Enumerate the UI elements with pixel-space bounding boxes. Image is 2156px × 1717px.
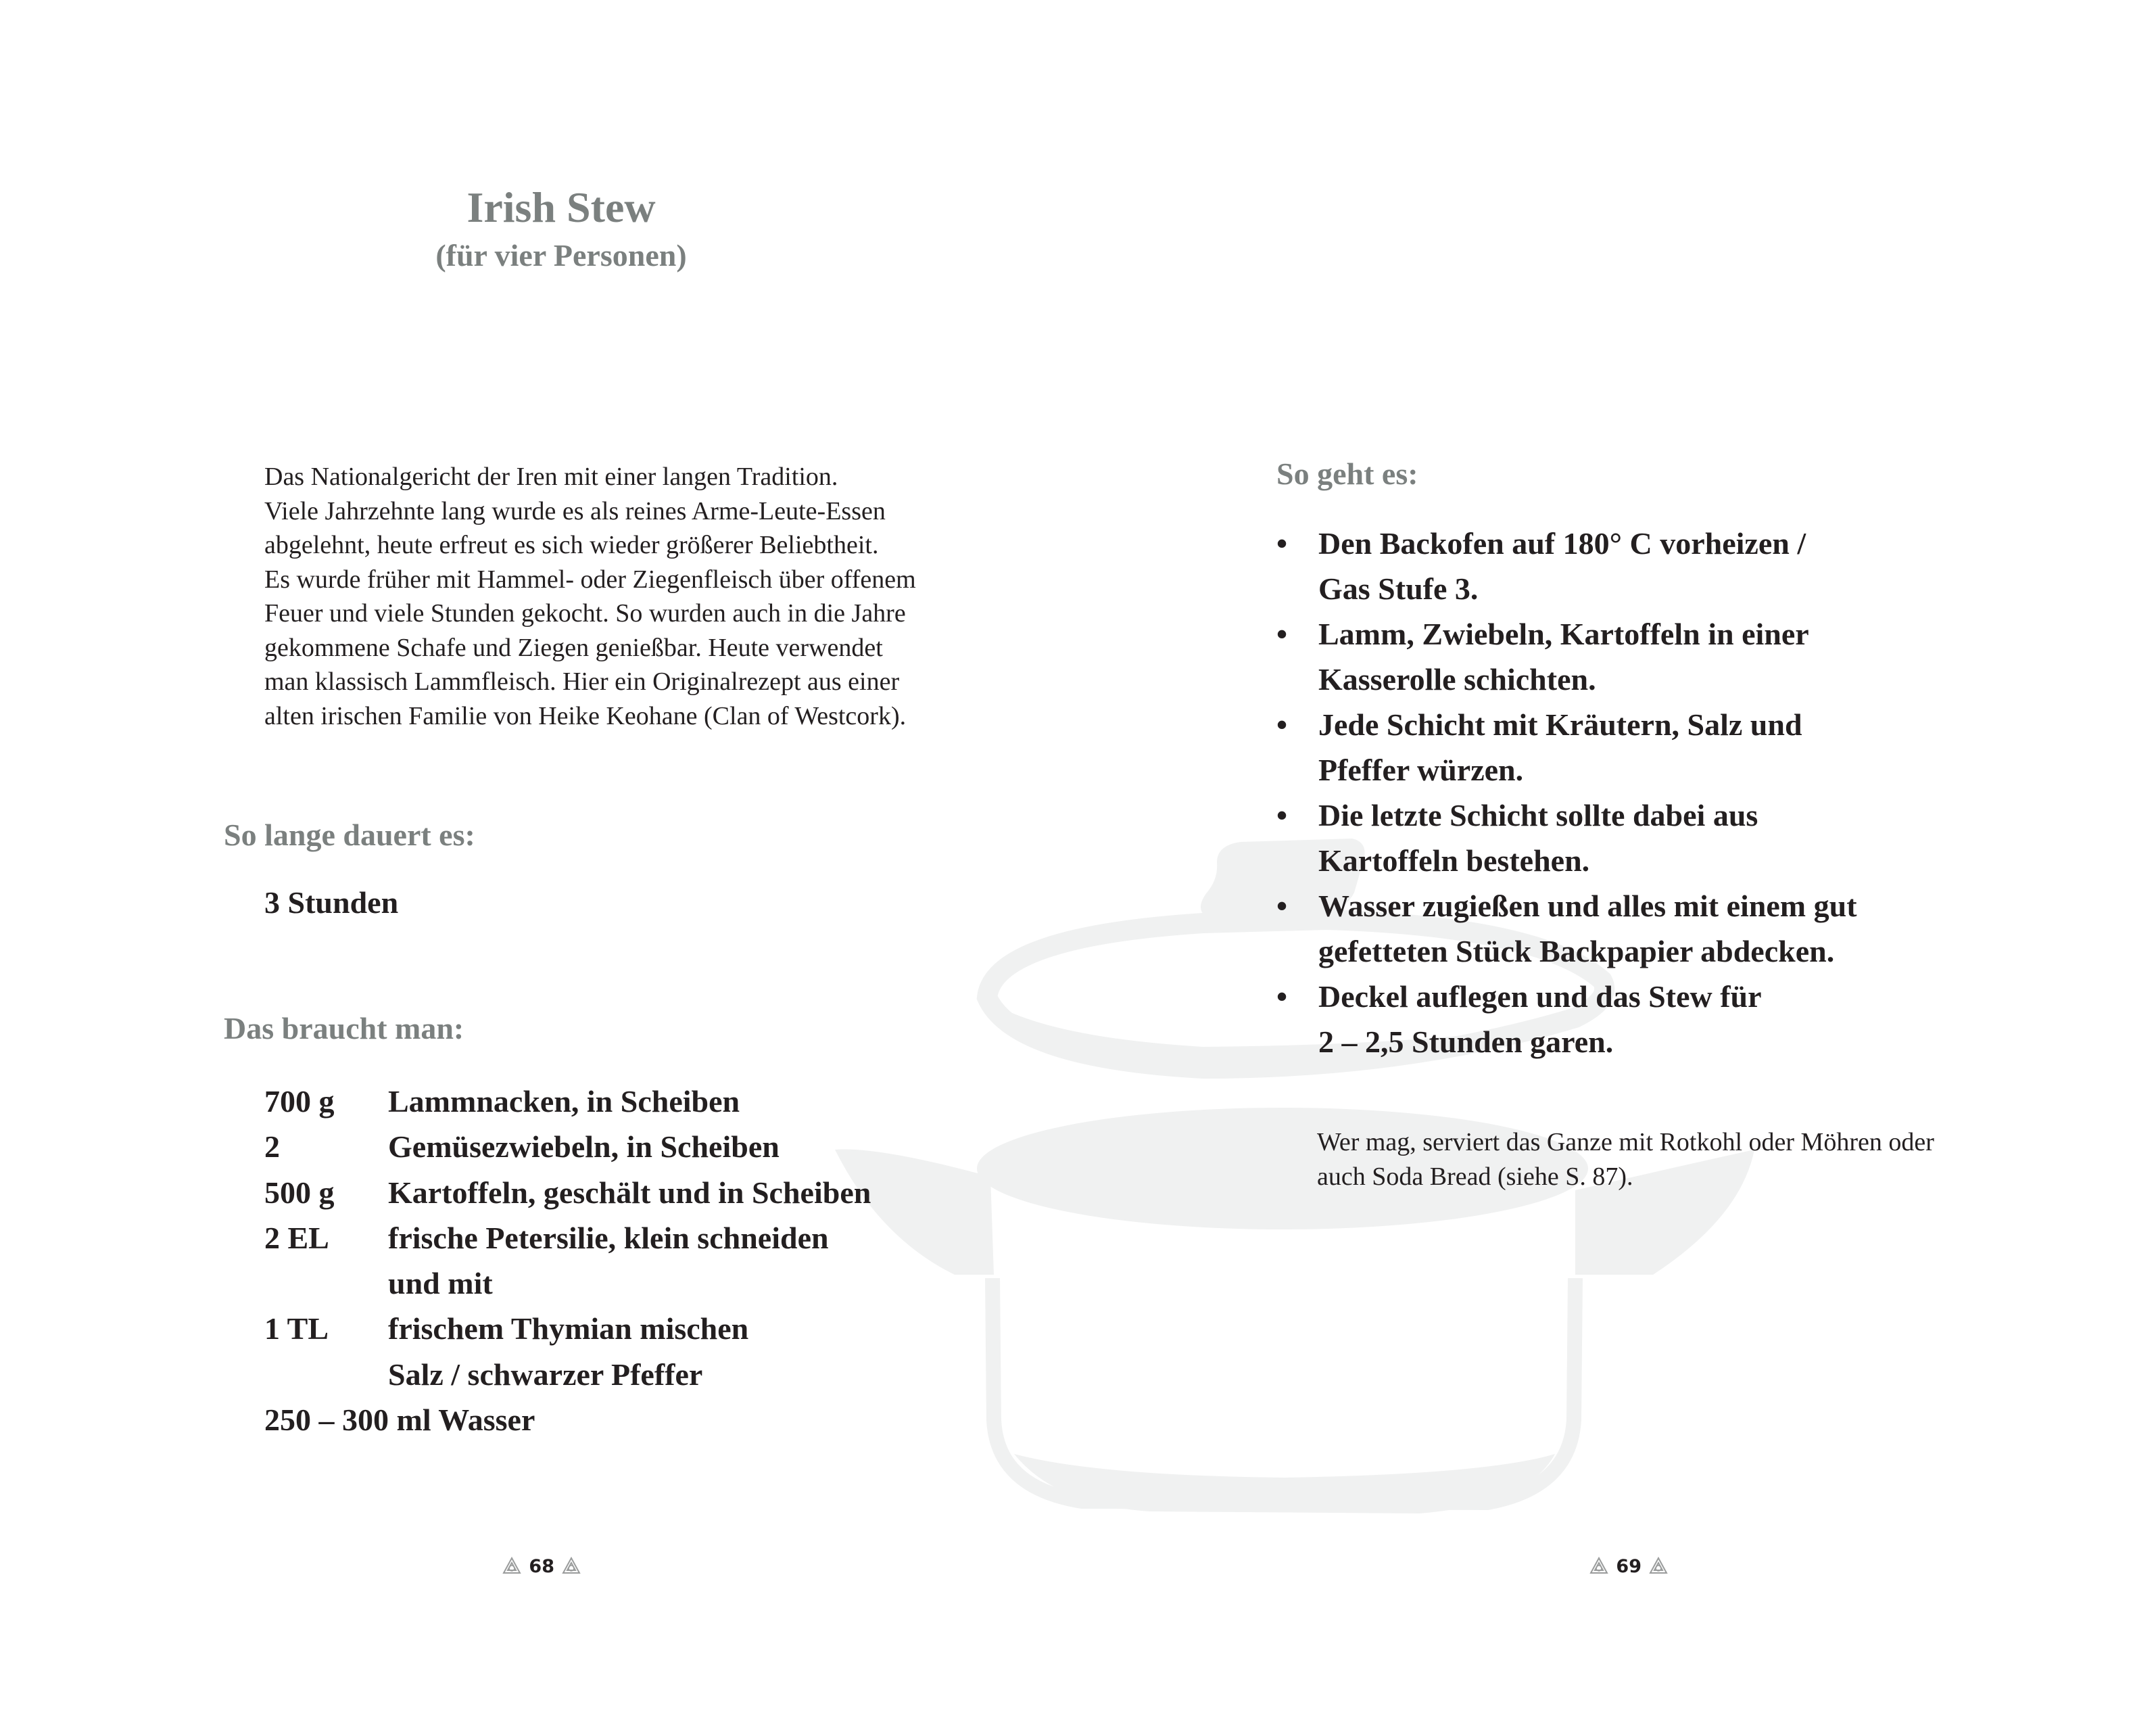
bullet-icon: • (1276, 526, 1288, 561)
step-line: Wasser zugießen und alles mit einem gut (1318, 889, 1857, 923)
step-line: Lamm, Zwiebeln, Kartoffeln in einer (1318, 617, 1809, 651)
intro-line: Es wurde früher mit Hammel- oder Ziegenfleisch über offenem (264, 565, 916, 594)
steps-heading: So geht es: (1276, 456, 1418, 491)
step-item (1276, 521, 1857, 611)
bullet-icon: • (1276, 889, 1288, 923)
page-number-right (1588, 1557, 1669, 1576)
ingredient-amount: 2 (264, 1129, 280, 1165)
celtic-triquetra-icon (501, 1557, 523, 1576)
intro-line: alten irischen Familie von Heike Keohane (Clan of Westcork). (264, 701, 907, 730)
ingredient-water: 250 – 300 ml Wasser (264, 1403, 535, 1438)
ingredient-amount: 1 TL (264, 1311, 329, 1346)
step-line: Kasserolle schichten. (1318, 662, 1596, 697)
step-line: Gas Stufe 3. (1318, 571, 1479, 606)
step-item (1276, 702, 1857, 793)
celtic-triquetra-icon (560, 1557, 582, 1576)
note-line: Wer mag, serviert das Ganze mit Rotkohl oder Möhren oder (1317, 1128, 1934, 1156)
step-item (1276, 611, 1857, 702)
page-number: 69 (1616, 1556, 1642, 1577)
step-line: Pfeffer würzen. (1318, 753, 1524, 787)
duration-value: 3 Stunden (264, 885, 399, 920)
note-line: auch Soda Bread (siehe S. 87). (1317, 1162, 1633, 1191)
ingredient-name: Gemüsezwiebeln, in Scheiben (388, 1129, 780, 1165)
bullet-icon: • (1276, 617, 1288, 651)
ingredients-heading: Das braucht man: (224, 1011, 464, 1045)
celtic-triquetra-icon (1648, 1557, 1669, 1576)
celtic-triquetra-icon (1588, 1557, 1610, 1576)
step-item (1276, 974, 1857, 1064)
step-line: gefetteten Stück Backpapier abdecken. (1318, 934, 1835, 968)
intro-paragraph (264, 460, 967, 733)
step-item (1276, 883, 1857, 974)
ingredient-name: frischem Thymian mischen (388, 1311, 749, 1346)
recipe-title: Irish Stew (466, 183, 656, 231)
ingredient-amount: 700 g (264, 1084, 335, 1119)
ingredient-amount: 500 g (264, 1175, 335, 1210)
step-line: Deckel auflegen und das Stew für (1318, 979, 1762, 1014)
ingredient-name: Salz / schwarzer Pfeffer (388, 1357, 703, 1392)
duration-heading: So lange dauert es: (224, 818, 475, 852)
steps-list (1276, 521, 1857, 1064)
step-line: Kartoffeln bestehen. (1318, 843, 1590, 878)
intro-line: abgelehnt, heute erfreut es sich wieder größerer Beliebtheit. (264, 531, 879, 559)
intro-line: Viele Jahrzehnte lang wurde es als reines Arme-Leute-Essen (264, 496, 886, 525)
intro-line: man klassisch Lammfleisch. Hier ein Originalrezept aus einer (264, 667, 900, 696)
intro-line: Das Nationalgericht der Iren mit einer langen Tradition. (264, 463, 838, 491)
ingredient-name: Lammnacken, in Scheiben (388, 1084, 740, 1119)
ingredient-name: frische Petersilie, klein schneiden (388, 1220, 829, 1255)
step-line: Jede Schicht mit Kräutern, Salz und (1318, 707, 1802, 742)
intro-line: Feuer und viele Stunden gekocht. So wurden auch in die Jahre (264, 599, 906, 628)
intro-line: gekommene Schafe und Ziegen genießbar. Heute verwendet (264, 633, 883, 662)
ingredient-amount: 2 EL (264, 1220, 329, 1255)
bullet-icon: • (1276, 707, 1288, 742)
recipe-servings: (für vier Personen) (435, 238, 687, 273)
page-number: 68 (529, 1556, 554, 1577)
serving-note (1317, 1125, 1993, 1194)
step-line: Den Backofen auf 180° C vorheizen / (1318, 526, 1806, 561)
step-item (1276, 793, 1857, 883)
step-line: Die letzte Schicht sollte dabei aus (1318, 798, 1758, 832)
bullet-icon: • (1276, 979, 1288, 1014)
ingredient-name: Kartoffeln, geschält und in Scheiben (388, 1175, 871, 1210)
page-number-left (501, 1557, 582, 1576)
bullet-icon: • (1276, 798, 1288, 832)
step-line: 2 – 2,5 Stunden garen. (1318, 1025, 1614, 1059)
ingredient-name: und mit (388, 1266, 493, 1301)
